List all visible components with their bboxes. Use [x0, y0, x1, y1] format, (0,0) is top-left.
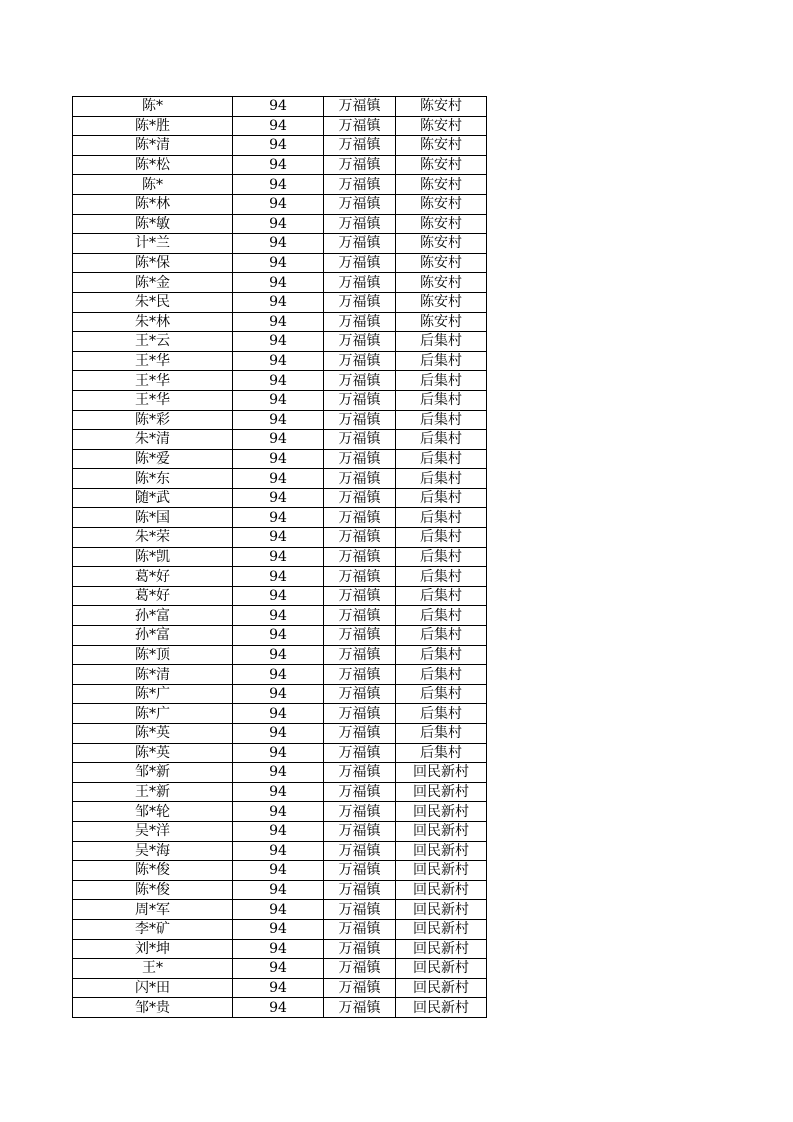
town-cell: 万福镇 [324, 684, 396, 704]
table-row [73, 253, 487, 273]
village-cell: 后集村 [396, 665, 487, 685]
table-row [73, 743, 487, 763]
town-cell: 万福镇 [324, 194, 396, 214]
table-row [73, 606, 487, 626]
table-row [73, 645, 487, 665]
town-cell: 万福镇 [324, 919, 396, 939]
age-cell: 94 [233, 547, 324, 567]
age-cell: 94 [233, 763, 324, 783]
village-cell: 后集村 [396, 586, 487, 606]
age-cell: 94 [233, 782, 324, 802]
town-cell: 万福镇 [324, 567, 396, 587]
name-cell: 陈*胜 [73, 116, 233, 136]
village-cell: 陈安村 [396, 194, 487, 214]
table-row [73, 97, 487, 117]
town-cell: 万福镇 [324, 763, 396, 783]
town-cell: 万福镇 [324, 880, 396, 900]
town-cell: 万福镇 [324, 841, 396, 861]
table-row [73, 626, 487, 646]
age-cell: 94 [233, 880, 324, 900]
age-cell: 94 [233, 116, 324, 136]
table-row [73, 802, 487, 822]
age-cell: 94 [233, 900, 324, 920]
age-cell: 94 [233, 684, 324, 704]
village-cell: 后集村 [396, 547, 487, 567]
name-cell: 陈*广 [73, 704, 233, 724]
age-cell: 94 [233, 410, 324, 430]
village-cell: 后集村 [396, 469, 487, 489]
age-cell: 94 [233, 292, 324, 312]
village-cell: 陈安村 [396, 214, 487, 234]
age-cell: 94 [233, 155, 324, 175]
age-cell: 94 [233, 175, 324, 195]
village-cell: 后集村 [396, 430, 487, 450]
table-row [73, 724, 487, 744]
age-cell: 94 [233, 469, 324, 489]
village-cell: 回民新村 [396, 978, 487, 998]
table-row [73, 567, 487, 587]
town-cell: 万福镇 [324, 410, 396, 430]
table-row [73, 351, 487, 371]
village-cell: 后集村 [396, 743, 487, 763]
town-cell: 万福镇 [324, 97, 396, 117]
village-cell: 陈安村 [396, 116, 487, 136]
town-cell: 万福镇 [324, 939, 396, 959]
table-row [73, 841, 487, 861]
age-cell: 94 [233, 939, 324, 959]
village-cell: 后集村 [396, 488, 487, 508]
table-row [73, 449, 487, 469]
village-cell: 陈安村 [396, 292, 487, 312]
village-cell: 后集村 [396, 390, 487, 410]
age-cell: 94 [233, 626, 324, 646]
age-cell: 94 [233, 253, 324, 273]
age-cell: 94 [233, 645, 324, 665]
age-cell: 94 [233, 351, 324, 371]
name-cell: 王*云 [73, 332, 233, 352]
name-cell: 邹*贵 [73, 998, 233, 1018]
table-row [73, 292, 487, 312]
age-cell: 94 [233, 390, 324, 410]
town-cell: 万福镇 [324, 802, 396, 822]
table-row [73, 959, 487, 979]
age-cell: 94 [233, 861, 324, 881]
age-cell: 94 [233, 743, 324, 763]
village-cell: 后集村 [396, 351, 487, 371]
name-cell: 孙*富 [73, 626, 233, 646]
town-cell: 万福镇 [324, 508, 396, 528]
elderly-roster-table [72, 96, 487, 1018]
table-row [73, 900, 487, 920]
name-cell: 陈*俊 [73, 880, 233, 900]
village-cell: 后集村 [396, 645, 487, 665]
village-cell: 陈安村 [396, 175, 487, 195]
table-row [73, 430, 487, 450]
table-row [73, 939, 487, 959]
town-cell: 万福镇 [324, 116, 396, 136]
age-cell: 94 [233, 371, 324, 391]
name-cell: 孙*富 [73, 606, 233, 626]
name-cell: 刘*坤 [73, 939, 233, 959]
village-cell: 回民新村 [396, 841, 487, 861]
village-cell: 后集村 [396, 332, 487, 352]
name-cell: 王*华 [73, 390, 233, 410]
name-cell: 邹*新 [73, 763, 233, 783]
table-row [73, 880, 487, 900]
town-cell: 万福镇 [324, 528, 396, 548]
name-cell: 陈*敏 [73, 214, 233, 234]
name-cell: 陈*清 [73, 136, 233, 156]
age-cell: 94 [233, 665, 324, 685]
town-cell: 万福镇 [324, 959, 396, 979]
table-row [73, 508, 487, 528]
table-row [73, 763, 487, 783]
name-cell: 陈*保 [73, 253, 233, 273]
name-cell: 吴*海 [73, 841, 233, 861]
name-cell: 朱*民 [73, 292, 233, 312]
name-cell: 葛*好 [73, 567, 233, 587]
name-cell: 王* [73, 959, 233, 979]
village-cell: 陈安村 [396, 253, 487, 273]
age-cell: 94 [233, 802, 324, 822]
table-body [73, 97, 487, 1018]
table-row [73, 273, 487, 293]
name-cell: 邹*轮 [73, 802, 233, 822]
age-cell: 94 [233, 841, 324, 861]
age-cell: 94 [233, 606, 324, 626]
town-cell: 万福镇 [324, 312, 396, 332]
name-cell: 陈*顶 [73, 645, 233, 665]
village-cell: 陈安村 [396, 273, 487, 293]
table-row [73, 194, 487, 214]
town-cell: 万福镇 [324, 665, 396, 685]
table-row [73, 371, 487, 391]
town-cell: 万福镇 [324, 469, 396, 489]
village-cell: 后集村 [396, 371, 487, 391]
age-cell: 94 [233, 959, 324, 979]
table-row [73, 704, 487, 724]
town-cell: 万福镇 [324, 743, 396, 763]
name-cell: 陈*林 [73, 194, 233, 214]
name-cell: 朱*清 [73, 430, 233, 450]
village-cell: 后集村 [396, 508, 487, 528]
village-cell: 后集村 [396, 684, 487, 704]
town-cell: 万福镇 [324, 978, 396, 998]
town-cell: 万福镇 [324, 900, 396, 920]
town-cell: 万福镇 [324, 136, 396, 156]
table-row [73, 332, 487, 352]
village-cell: 陈安村 [396, 312, 487, 332]
name-cell: 陈*英 [73, 724, 233, 744]
name-cell: 王*华 [73, 371, 233, 391]
town-cell: 万福镇 [324, 861, 396, 881]
town-cell: 万福镇 [324, 292, 396, 312]
village-cell: 后集村 [396, 528, 487, 548]
table-row [73, 586, 487, 606]
table-row [73, 782, 487, 802]
village-cell: 回民新村 [396, 880, 487, 900]
age-cell: 94 [233, 724, 324, 744]
town-cell: 万福镇 [324, 586, 396, 606]
village-cell: 回民新村 [396, 802, 487, 822]
table-row [73, 665, 487, 685]
town-cell: 万福镇 [324, 626, 396, 646]
town-cell: 万福镇 [324, 430, 396, 450]
town-cell: 万福镇 [324, 449, 396, 469]
name-cell: 陈*彩 [73, 410, 233, 430]
name-cell: 陈*俊 [73, 861, 233, 881]
village-cell: 回民新村 [396, 861, 487, 881]
age-cell: 94 [233, 136, 324, 156]
village-cell: 后集村 [396, 724, 487, 744]
age-cell: 94 [233, 312, 324, 332]
age-cell: 94 [233, 273, 324, 293]
table-row [73, 821, 487, 841]
name-cell: 葛*好 [73, 586, 233, 606]
name-cell: 陈* [73, 175, 233, 195]
village-cell: 回民新村 [396, 919, 487, 939]
town-cell: 万福镇 [324, 155, 396, 175]
table-row [73, 116, 487, 136]
table-row [73, 390, 487, 410]
age-cell: 94 [233, 586, 324, 606]
town-cell: 万福镇 [324, 488, 396, 508]
table-row [73, 919, 487, 939]
village-cell: 陈安村 [396, 97, 487, 117]
name-cell: 陈*金 [73, 273, 233, 293]
name-cell: 周*军 [73, 900, 233, 920]
name-cell: 朱*林 [73, 312, 233, 332]
table-row [73, 978, 487, 998]
table-row [73, 155, 487, 175]
village-cell: 后集村 [396, 449, 487, 469]
village-cell: 后集村 [396, 626, 487, 646]
town-cell: 万福镇 [324, 175, 396, 195]
village-cell: 回民新村 [396, 939, 487, 959]
age-cell: 94 [233, 332, 324, 352]
age-cell: 94 [233, 214, 324, 234]
village-cell: 陈安村 [396, 155, 487, 175]
town-cell: 万福镇 [324, 371, 396, 391]
village-cell: 后集村 [396, 606, 487, 626]
town-cell: 万福镇 [324, 332, 396, 352]
town-cell: 万福镇 [324, 214, 396, 234]
age-cell: 94 [233, 919, 324, 939]
name-cell: 吴*洋 [73, 821, 233, 841]
town-cell: 万福镇 [324, 724, 396, 744]
table-row [73, 312, 487, 332]
village-cell: 后集村 [396, 567, 487, 587]
name-cell: 陈*广 [73, 684, 233, 704]
town-cell: 万福镇 [324, 234, 396, 254]
table-row [73, 998, 487, 1018]
village-cell: 回民新村 [396, 782, 487, 802]
age-cell: 94 [233, 97, 324, 117]
name-cell: 陈*爱 [73, 449, 233, 469]
village-cell: 回民新村 [396, 900, 487, 920]
table-row [73, 861, 487, 881]
age-cell: 94 [233, 234, 324, 254]
town-cell: 万福镇 [324, 821, 396, 841]
age-cell: 94 [233, 998, 324, 1018]
name-cell: 计*兰 [73, 234, 233, 254]
name-cell: 朱*荣 [73, 528, 233, 548]
name-cell: 陈*清 [73, 665, 233, 685]
village-cell: 回民新村 [396, 763, 487, 783]
town-cell: 万福镇 [324, 390, 396, 410]
village-cell: 回民新村 [396, 959, 487, 979]
town-cell: 万福镇 [324, 547, 396, 567]
name-cell: 王*华 [73, 351, 233, 371]
name-cell: 陈*国 [73, 508, 233, 528]
village-cell: 陈安村 [396, 234, 487, 254]
table-row [73, 214, 487, 234]
table-row [73, 684, 487, 704]
age-cell: 94 [233, 567, 324, 587]
table-row [73, 136, 487, 156]
age-cell: 94 [233, 704, 324, 724]
table-row [73, 528, 487, 548]
town-cell: 万福镇 [324, 704, 396, 724]
town-cell: 万福镇 [324, 351, 396, 371]
town-cell: 万福镇 [324, 782, 396, 802]
town-cell: 万福镇 [324, 273, 396, 293]
town-cell: 万福镇 [324, 645, 396, 665]
name-cell: 王*新 [73, 782, 233, 802]
village-cell: 回民新村 [396, 821, 487, 841]
village-cell: 后集村 [396, 704, 487, 724]
table-row [73, 175, 487, 195]
town-cell: 万福镇 [324, 253, 396, 273]
table-row [73, 234, 487, 254]
age-cell: 94 [233, 508, 324, 528]
age-cell: 94 [233, 430, 324, 450]
age-cell: 94 [233, 528, 324, 548]
age-cell: 94 [233, 821, 324, 841]
name-cell: 陈*英 [73, 743, 233, 763]
town-cell: 万福镇 [324, 606, 396, 626]
age-cell: 94 [233, 978, 324, 998]
village-cell: 后集村 [396, 410, 487, 430]
table-row [73, 547, 487, 567]
village-cell: 陈安村 [396, 136, 487, 156]
town-cell: 万福镇 [324, 998, 396, 1018]
table-row [73, 469, 487, 489]
name-cell: 闪*田 [73, 978, 233, 998]
age-cell: 94 [233, 449, 324, 469]
name-cell: 随*武 [73, 488, 233, 508]
village-cell: 回民新村 [396, 998, 487, 1018]
name-cell: 陈*东 [73, 469, 233, 489]
age-cell: 94 [233, 488, 324, 508]
name-cell: 陈* [73, 97, 233, 117]
table-row [73, 410, 487, 430]
name-cell: 陈*松 [73, 155, 233, 175]
table-row [73, 488, 487, 508]
name-cell: 陈*凯 [73, 547, 233, 567]
name-cell: 李*矿 [73, 919, 233, 939]
age-cell: 94 [233, 194, 324, 214]
